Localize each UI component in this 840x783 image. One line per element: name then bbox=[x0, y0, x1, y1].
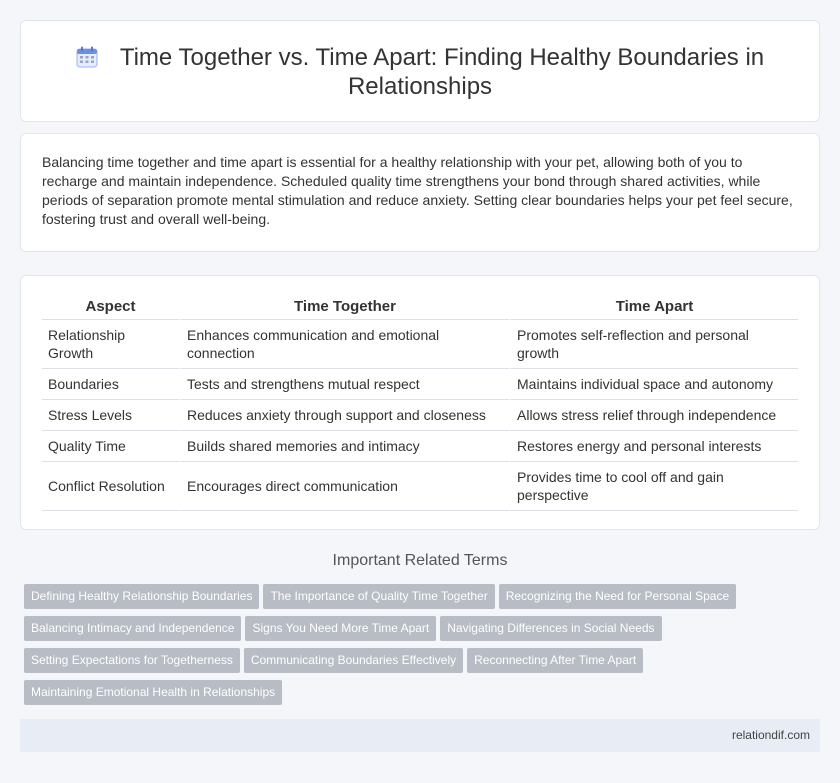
table-row bbox=[42, 462, 798, 511]
cell-aspect: Boundaries bbox=[42, 369, 179, 400]
table-row bbox=[42, 431, 798, 462]
header-time-apart: Time Apart bbox=[509, 295, 798, 320]
calendar-icon bbox=[76, 46, 98, 68]
cell-apart: Provides time to cool off and gain perspective bbox=[509, 462, 798, 511]
related-terms-title: Important Related Terms bbox=[332, 552, 508, 569]
page-title-text: Time Together vs. Time Apart: Finding Healthy Boundaries in Relationships bbox=[119, 44, 765, 100]
page-title bbox=[21, 43, 819, 101]
table-row bbox=[42, 400, 798, 431]
related-term-tag[interactable]: Defining Healthy Relationship Boundaries bbox=[24, 584, 259, 609]
related-terms-list bbox=[24, 584, 814, 712]
cell-together: Reduces anxiety through support and closeness bbox=[179, 400, 509, 431]
comparison-table bbox=[42, 295, 798, 511]
related-term-tag[interactable]: Setting Expectations for Togetherness bbox=[24, 648, 240, 673]
title-card bbox=[20, 20, 820, 122]
cell-apart: Restores energy and personal interests bbox=[509, 431, 798, 462]
cell-together: Tests and strengthens mutual respect bbox=[179, 369, 509, 400]
table-row bbox=[42, 320, 798, 369]
table-row bbox=[42, 369, 798, 400]
related-term-tag[interactable]: The Importance of Quality Time Together bbox=[263, 584, 494, 609]
cell-together: Enhances communication and emotional connection bbox=[179, 320, 509, 369]
cell-aspect: Relationship Growth bbox=[42, 320, 179, 369]
footer bbox=[20, 719, 820, 752]
intro-paragraph: Balancing time together and time apart is essential for a healthy relationship with your pet, allowing both of you to recharge and maintain independence. Scheduled quality time strengthens your bond through shared activities, while periods of separation promote mental stimulation and reduce anxiety. Setting clear boundaries helps your pet feel secure, fostering trust and overall well-being. bbox=[42, 154, 793, 227]
related-term-tag[interactable]: Balancing Intimacy and Independence bbox=[24, 616, 241, 641]
cell-together: Builds shared memories and intimacy bbox=[179, 431, 509, 462]
cell-apart: Allows stress relief through independence bbox=[509, 400, 798, 431]
table-header-row bbox=[42, 295, 798, 320]
cell-aspect: Quality Time bbox=[42, 431, 179, 462]
cell-apart: Promotes self-reflection and personal growth bbox=[509, 320, 798, 369]
comparison-card bbox=[20, 275, 820, 530]
related-term-tag[interactable]: Navigating Differences in Social Needs bbox=[440, 616, 661, 641]
cell-together: Encourages direct communication bbox=[179, 462, 509, 511]
related-term-tag[interactable]: Maintaining Emotional Health in Relationships bbox=[24, 680, 282, 705]
cell-apart: Maintains individual space and autonomy bbox=[509, 369, 798, 400]
related-term-tag[interactable]: Reconnecting After Time Apart bbox=[467, 648, 643, 673]
related-term-tag[interactable]: Communicating Boundaries Effectively bbox=[244, 648, 463, 673]
intro-card bbox=[20, 133, 820, 252]
header-aspect: Aspect bbox=[42, 295, 179, 320]
cell-aspect: Stress Levels bbox=[42, 400, 179, 431]
related-term-tag[interactable]: Recognizing the Need for Personal Space bbox=[499, 584, 736, 609]
header-time-together: Time Together bbox=[179, 295, 509, 320]
related-term-tag[interactable]: Signs You Need More Time Apart bbox=[245, 616, 436, 641]
footer-site-link[interactable]: relationdif.com bbox=[731, 728, 810, 742]
cell-aspect: Conflict Resolution bbox=[42, 462, 179, 511]
